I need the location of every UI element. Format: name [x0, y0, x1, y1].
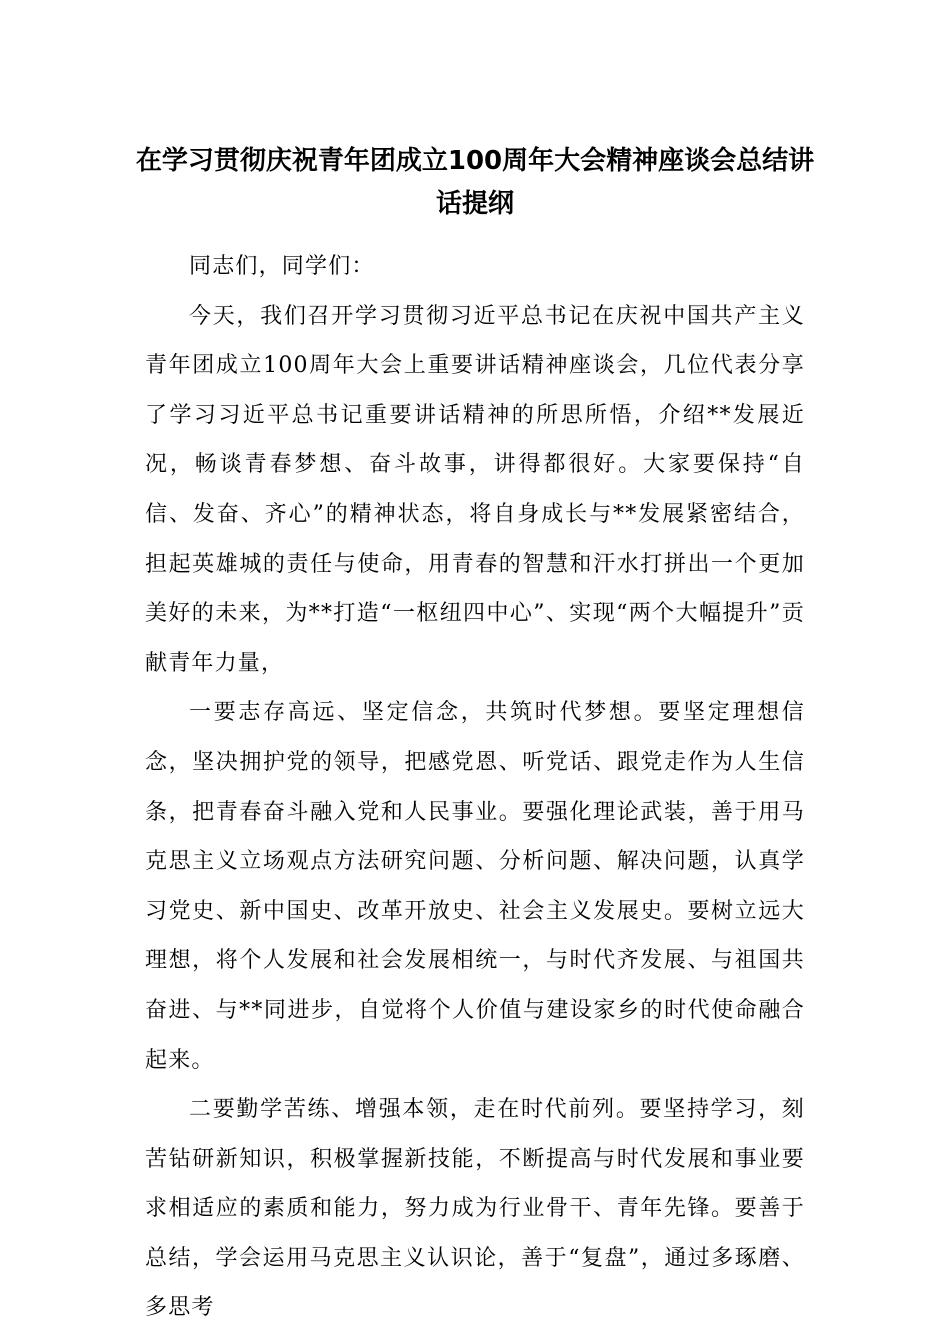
document-body — [145, 242, 805, 1333]
paragraph-point-2: 二要勤学苦练、增强本领，走在时代前列。要坚持学习，刻苦钻研新知识，积极掌握新技能，不断提高与时代发展和事业要求相适应的素质和能力，努力成为行业骨干、青年先锋。要善于总结，学会运用马克思主义认识论，善于“复盘”，通过多琢磨、多思考 — [145, 1097, 805, 1321]
title-line-1: 在学习贯彻庆祝青年团成立100周年大会精神座谈会总结讲 — [135, 146, 815, 176]
paragraph-point-1: 一要志存高远、坚定信念，共筑时代梦想。要坚定理想信念，坚决拥护党的领导，把感党恩、听党话、跟党走作为人生信条，把青春奋斗融入党和人民事业。要强化理论武装，善于用马克思主义立场观点方法研究问题、分析问题、解决问题，认真学习党史、新中国史、改革开放史、社会主义发展史。要树立远大理想，将个人发展和社会发展相统一，与时代齐发展、与祖国共奋进、与**同进步，自觉将个人价值与建设家乡的时代使命融合起来。 — [145, 700, 805, 1073]
title-line-2: 话提纲 — [435, 189, 514, 219]
document-title — [110, 140, 840, 226]
paragraph-intro: 今天，我们召开学习贯彻习近平总书记在庆祝中国共产主义青年团成立100周年大会上重要讲话精神座谈会，几位代表分享了学习习近平总书记重要讲话精神的所思所悟，介绍**发展近况，畅谈青春梦想、奋斗故事，讲得都很好。大家要保持“自信、发奋、齐心”的精神状态，将自身成长与**发展紧密结合，担起英雄城的责任与使命，用青春的智慧和汗水打拼出一个更加美好的未来，为**打造“一枢纽四中心”、实现“两个大幅提升”贡献青年力量， — [145, 303, 805, 676]
salutation: 同志们，同学们： — [189, 254, 375, 279]
